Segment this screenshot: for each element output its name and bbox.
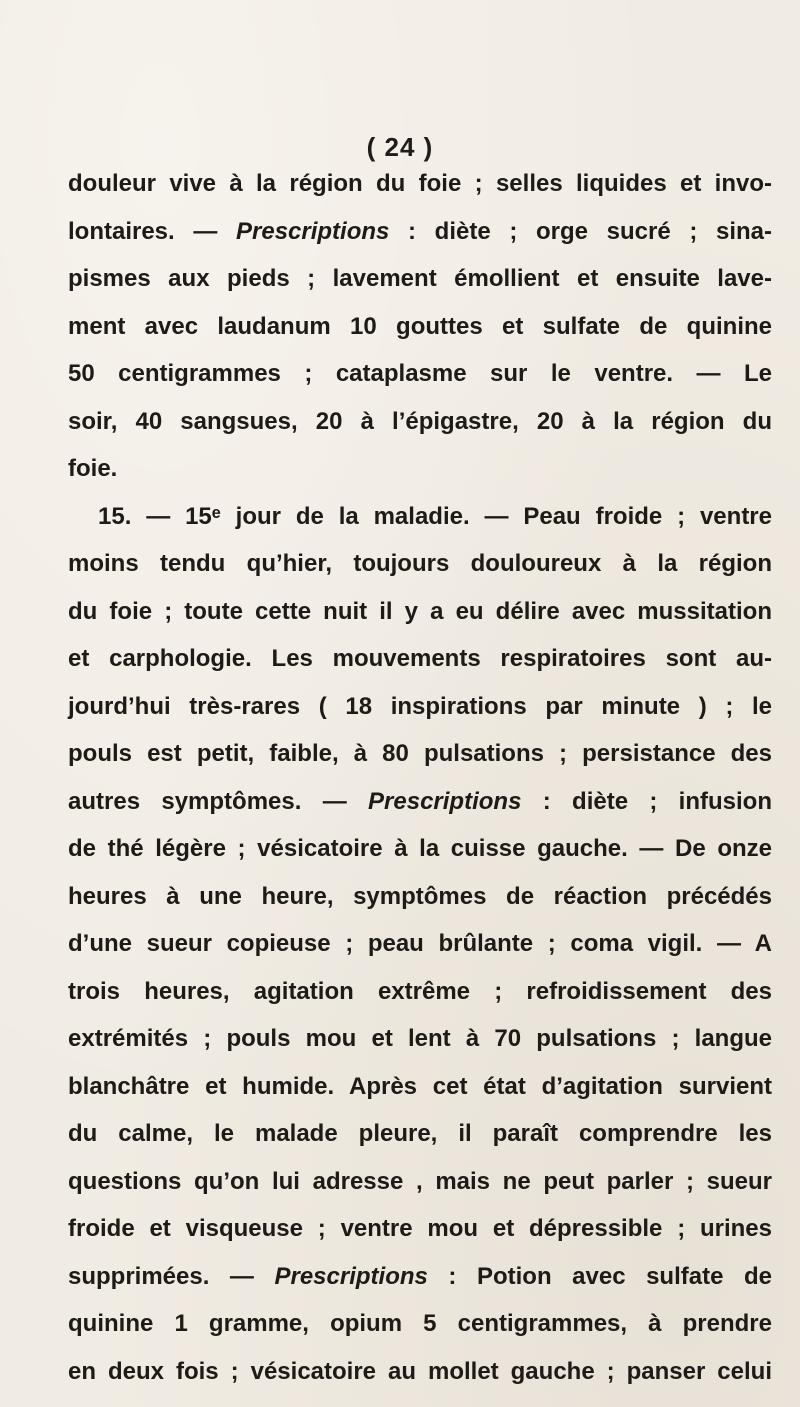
text-line: 50 centigrammes ; cataplasme sur le ventre. — Le [68,360,772,387]
text-line: blanchâtre et humide. Après cet état d’agitation survient [68,1072,772,1100]
text-line: foie. [68,455,118,482]
page-number: ( 24 ) [366,132,434,162]
text-line: en deux fois ; vésicatoire au mollet gauche ; panser celui [68,1357,772,1385]
text-line: lontaires. — Prescriptions : diète ; orge sucré ; sina- [68,217,772,245]
text-line: pouls est petit, faible, à 80 pulsations ; persistance des [68,740,772,767]
text-line: du foie ; toute cette nuit il y a eu délire avec mussitation [68,597,772,625]
text-line: heures à une heure, symptômes de réaction précédés [68,882,772,910]
text-line: de thé légère ; vésicatoire à la cuisse gauche. — De onze [68,835,772,862]
prescriptions-label: Prescriptions [274,1262,428,1290]
text-line: supprimées. — Prescriptions : Potion avec sulfate de [68,1262,772,1290]
prescriptions-label: Prescriptions [368,787,522,815]
text-line: et carphologie. Les mouvements respiratoires sont au- [68,645,772,672]
text-line: questions qu’on lui adresse , mais ne peut parler ; sueur [68,1167,772,1195]
body-text [68,160,772,1395]
text-line: soir, 40 sangsues, 20 à l’épigastre, 20 à la région du [68,407,772,435]
text-line: douleur vive à la région du foie ; selles liquides et invo- [68,170,772,197]
text-line: extrémités ; pouls mou et lent à 70 pulsations ; langue [68,1025,772,1052]
text-line: jourd’hui très-rares ( 18 inspirations par minute ) ; le [68,692,772,720]
text-line: 15. — 15ᵉ jour de la maladie. — Peau froide ; ventre [98,502,772,530]
text-line: moins tendu qu’hier, toujours douloureux à la région [68,550,772,577]
text-line: du calme, le malade pleure, il paraît comprendre les [68,1120,772,1147]
text-line: ment avec laudanum 10 gouttes et sulfate de quinine [68,312,772,340]
text-line: trois heures, agitation extrême ; refroidissement des [68,977,772,1005]
text-line: froide et visqueuse ; ventre mou et dépressible ; urines [68,1215,772,1242]
text-line: autres symptômes. — Prescriptions : diète ; infusion [68,787,772,815]
text-line: d’une sueur copieuse ; peau brûlante ; coma vigil. — A [68,930,772,957]
text-line: pismes aux pieds ; lavement émollient et ensuite lave- [68,265,772,292]
prescriptions-label: Prescriptions [236,217,390,245]
text-line: quinine 1 gramme, opium 5 centigrammes, à prendre [68,1310,772,1337]
